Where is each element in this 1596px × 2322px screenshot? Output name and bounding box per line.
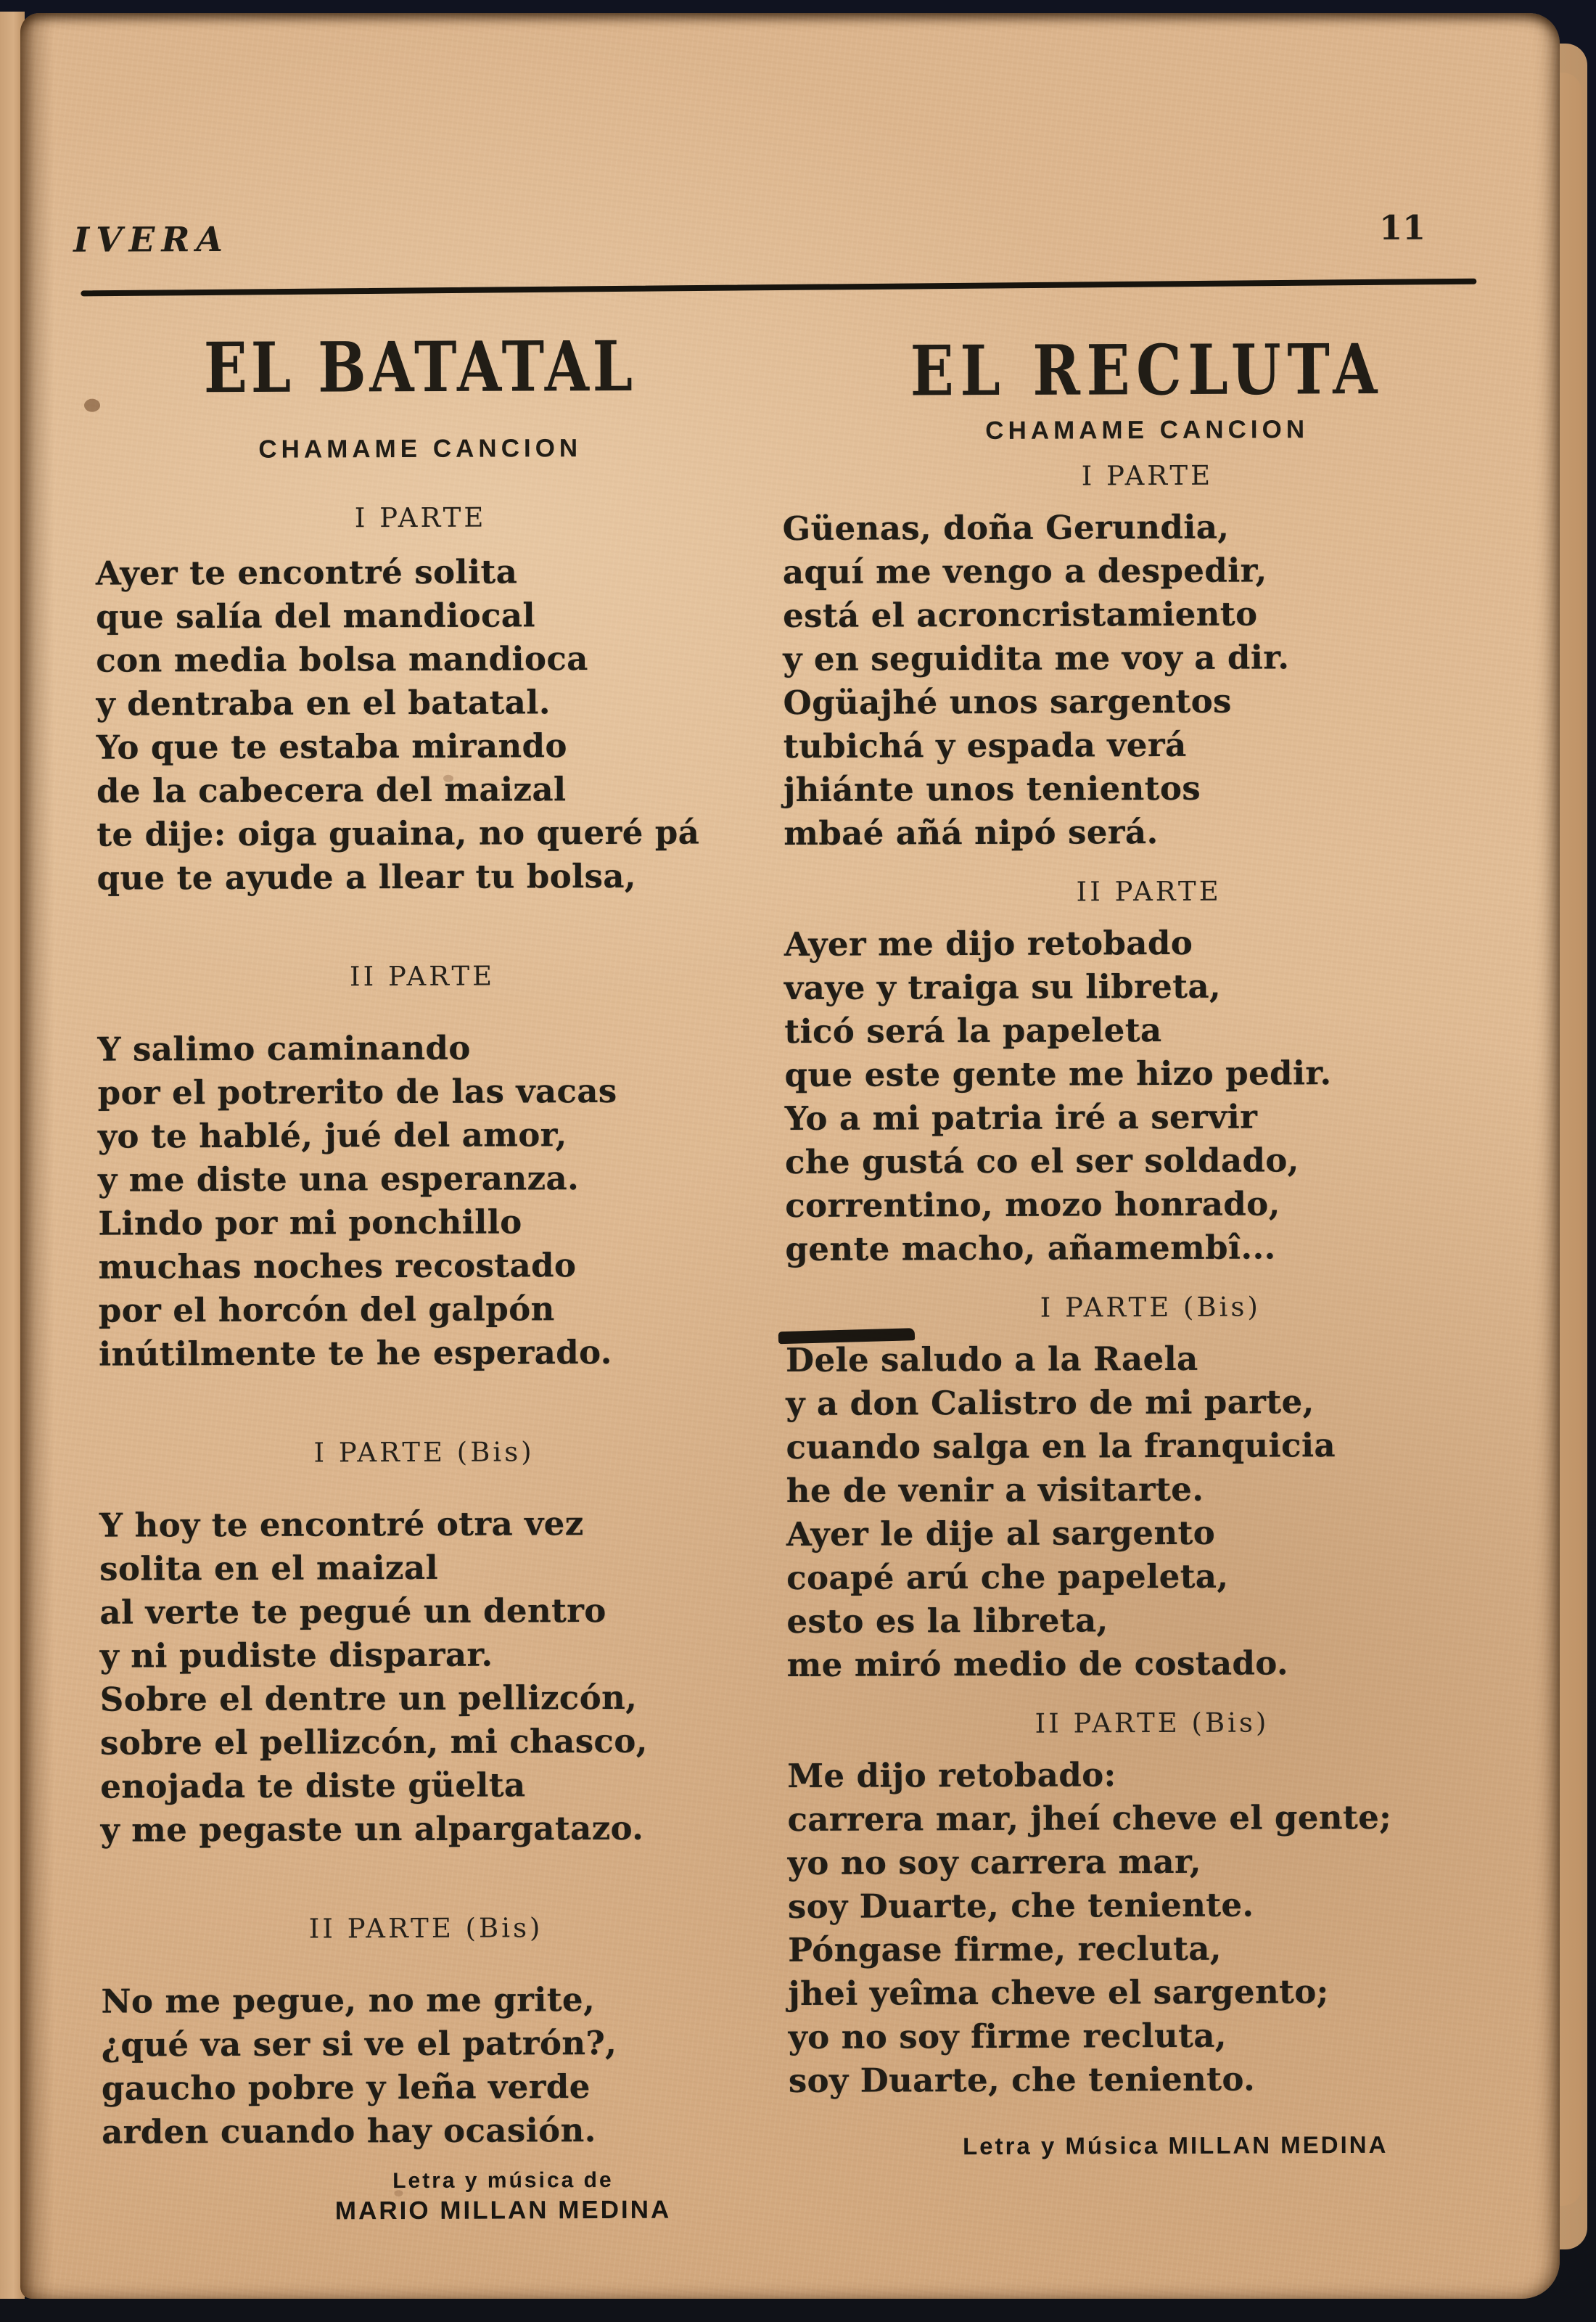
stanza [776, 920, 1524, 1271]
lyric-line: ticó será la papeleta [784, 1011, 1162, 1051]
lyric-line: Güenas, doña Gerundia, [782, 507, 1230, 549]
lyric-line: jhiánte unos tenientos [783, 768, 1201, 810]
lyric-line: al verte te pegué un dentro [99, 1591, 606, 1632]
section-heading: II PARTE [1076, 875, 1222, 908]
lyric-line: cuando salga en la franquicia [786, 1426, 1336, 1467]
lyric-line: yo te hablé, jué del amor, [97, 1115, 567, 1156]
lyric-line: tubichá y espada verá [783, 725, 1187, 766]
lyric-line: he de venir a visitarte. [786, 1469, 1204, 1511]
lyric-line: che gustá co el ser soldado, [784, 1141, 1299, 1182]
song-title: EL RECLUTA [910, 329, 1384, 412]
lyric-line: que salía del mandiocal [96, 596, 536, 636]
stanza [80, 549, 763, 901]
lyric-line: enojada te diste güelta [100, 1765, 526, 1806]
lyric-line: por el horcón del galpón [98, 1289, 555, 1330]
stanza [778, 1752, 1527, 2103]
section-heading: II PARTE [349, 960, 495, 993]
stanza [777, 1336, 1526, 1687]
lyric-line: por el potrerito de las vacas [97, 1071, 617, 1112]
lyric-line: arden cuando hay ocasión. [102, 2111, 596, 2151]
lyric-line: muchas noches recostado [98, 1246, 577, 1287]
header-rule [81, 279, 1476, 297]
section-heading: II PARTE (Bis) [308, 1912, 543, 1945]
lyric-line: yo no soy firme recluta, [788, 2016, 1227, 2057]
song-genre: CHAMAME CANCION [258, 434, 583, 464]
lyric-line-with-ink-smudge: Dele saludo a la Raela [777, 1336, 1524, 1382]
stanza [81, 1025, 765, 1377]
lyric-line: correntino, mozo honrado, [785, 1184, 1280, 1226]
section-heading: II PARTE (Bis) [1034, 1707, 1270, 1739]
lyric-line: ¿qué va ser si ve el patrón?, [101, 2023, 617, 2064]
lyric-line: y dentraba en el batatal. [96, 683, 551, 723]
lyric-line: y ni pudiste disparar. [99, 1635, 493, 1675]
section-heading: I PARTE (Bis) [1040, 1291, 1261, 1324]
lyric-line: sobre el pellizcón, mi chasco, [99, 1721, 648, 1763]
lyric-line: de la cabecera del maizal [96, 770, 567, 811]
lyric-line: y me diste una esperanza. [98, 1159, 580, 1199]
credit-author: MARIO MILLAN MEDINA [334, 2195, 672, 2225]
lyric-line: que este gente me hizo pedir. [784, 1054, 1332, 1095]
lyric-line: solita en el maizal [99, 1548, 439, 1588]
lyric-line: mbaé añá nipó será. [783, 813, 1159, 853]
section-heading: I PARTE [354, 501, 487, 534]
lyric-line: Ogüajhé unos sargentos [783, 681, 1232, 723]
lyric-line: Ayer te encontré solita [95, 552, 518, 593]
lyric-line: carrera mar, jheí cheve el gente; [787, 1797, 1392, 1839]
lyric-line: jhei yeîma cheve el sargento; [788, 1972, 1329, 2014]
lyric-line: No me pegue, no me grite, [101, 1980, 596, 2021]
lyric-line: yo no soy carrera mar, [787, 1842, 1202, 1883]
credit-label: Letra y Música MILLAN MEDINA [962, 2130, 1389, 2160]
lyric-line: gente macho, añamembî... [785, 1228, 1276, 1269]
lyric-line: Yo a mi patria iré a servir [784, 1097, 1258, 1139]
lyric-line: te dije: oiga guaina, no queré pá [96, 813, 700, 854]
song-credit [86, 2166, 768, 2228]
running-header-title: IVERA [73, 219, 230, 260]
section-heading: I PARTE (Bis) [313, 1436, 535, 1469]
stanza [85, 1977, 768, 2154]
song-credit [780, 2130, 1527, 2161]
lyric-line: soy Duarte, che teniento. [788, 2059, 1256, 2101]
lyric-line: soy Duarte, che teniente. [787, 1885, 1254, 1927]
lyric-line: Lindo por mi ponchillo [98, 1202, 522, 1243]
lyric-line: coapé arú che papeleta, [786, 1556, 1229, 1598]
lyric-line: Y hoy te encontré otra vez [99, 1504, 584, 1545]
song-column-el-recluta [773, 311, 1528, 2161]
lyric-line: Ayer me dijo retobado [783, 923, 1193, 964]
lyric-line: Me dijo retobado: [787, 1755, 1116, 1796]
lyric-line: Sobre el dentre un pellizcón, [99, 1678, 638, 1719]
lyric-line: esto es la libreta, [786, 1601, 1108, 1641]
lyric-line: vaye y traiga su libreta, [784, 967, 1222, 1008]
lyric-line: con media bolsa mandioca [96, 639, 588, 680]
lyric-line: Ayer le dije al sargento [786, 1513, 1216, 1554]
stanza [83, 1501, 767, 1853]
stanza [774, 504, 1523, 856]
book-page [20, 13, 1560, 2299]
lyric-line: inútilmente te he esperado. [98, 1332, 612, 1374]
lyric-line: está el acroncristamiento [783, 594, 1258, 636]
lyric-line: me miró medio de costado. [786, 1644, 1289, 1685]
song-title: EL BATATAL [203, 326, 636, 409]
lyric-line: y me pegaste un alpargatazo. [100, 1808, 644, 1850]
lyric-line: y a don Calistro de mi parte, [786, 1382, 1315, 1424]
page-content [16, 10, 1564, 2302]
page-number: 11 [1378, 208, 1426, 247]
song-column-el-batatal [79, 321, 768, 2228]
lyric-line: gaucho pobre y leña verde [101, 2067, 591, 2108]
lyric-line: y en seguidita me voy a dir. [783, 638, 1290, 679]
section-heading: I PARTE [1081, 459, 1214, 492]
lyric-line: Yo que te estaba mirando [96, 726, 567, 767]
credit-label: Letra y música de [392, 2167, 614, 2194]
lyric-line: que te ayude a llear tu bolsa, [96, 856, 637, 898]
song-genre: CHAMAME CANCION [985, 415, 1309, 445]
lyric-line: Póngase firme, recluta, [788, 1929, 1222, 1970]
lyric-line: aquí me vengo a despedir, [782, 551, 1267, 592]
lyric-line: Y salimo caminando [97, 1028, 471, 1069]
